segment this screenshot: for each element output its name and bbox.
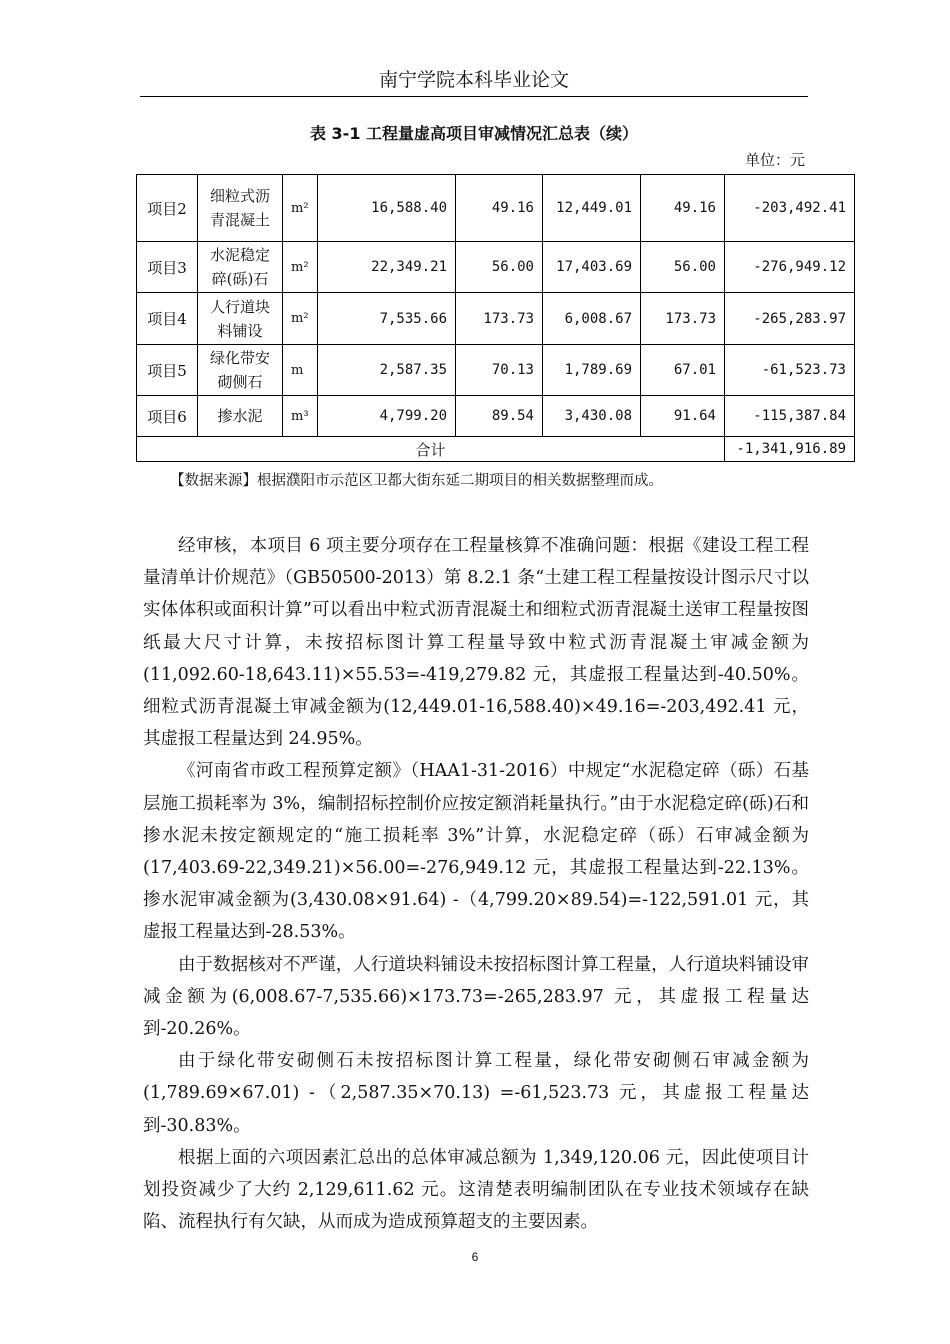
row-name-line: 料铺设: [217, 321, 263, 340]
row-reduction: -203,492.41: [725, 175, 855, 242]
row-qty-audited: 12,449.01: [543, 175, 641, 242]
row-name-line: 人行道块: [209, 297, 270, 316]
row-price-audited: 173.73: [641, 293, 725, 345]
row-name-line: 砌侧石: [217, 373, 263, 391]
page-header: 南宁学院本科毕业论文: [140, 64, 808, 97]
row-unit: m³: [283, 396, 318, 437]
table-row: [137, 345, 855, 396]
row-price-submitted: 49.16: [456, 175, 543, 242]
row-qty-audited: 3,430.08: [543, 396, 641, 437]
row-price-submitted: 70.13: [456, 345, 543, 396]
row-qty-audited: 6,008.67: [543, 293, 641, 345]
row-name-line: 碎(砾)石: [211, 270, 269, 288]
row-qty-audited: 1,789.69: [543, 345, 641, 396]
row-name: [198, 293, 283, 345]
data-table: [136, 174, 855, 462]
row-unit: m²: [283, 175, 318, 242]
paragraph: 《河南省市政工程预算定额》（HAA1-31-2016）中规定“水泥稳定碎（砾）石基层施工损耗率为 3%，编制招标控制价应按定额消耗量执行。”由于水泥稳定碎(砾)石和掺水泥未按定额规定的“施工损耗率 3%”计算，水泥稳定碎（砾）石审减金额为(17,403.69-22,349.21)×56.00=-276,949.12 元，其虚报工程量达到-22.13%。掺水泥审减金额为(3,430.08×91.64) -（4,799.20×89.54)=-122,591.01 元，其虚报工程量达到-28.53%。: [143, 761, 809, 943]
row-name-line: 掺水泥: [217, 407, 263, 425]
row-name-line: 青混凝土: [209, 211, 270, 229]
row-reduction: -265,283.97: [725, 293, 855, 345]
row-unit: m: [283, 345, 318, 396]
row-price-submitted: 89.54: [456, 396, 543, 437]
paragraph: 由于绿化带安砌侧石未按招标图计算工程量，绿化带安砌侧石审减金额为(1,789.69×67.01) -（2,587.35×70.13) =-61,523.73 元，其虚报工程量达到-30.83%。: [143, 1051, 809, 1136]
row-reduction: -115,387.84: [725, 396, 855, 437]
table-title: 表 3-1 工程量虚高项目审减情况汇总表（续）: [309, 124, 639, 143]
row-qty-audited: 17,403.69: [543, 242, 641, 293]
paragraph: 根据上面的六项因素汇总出的总体审减总额为 1,349,120.06 元，因此使项目计划投资减少了大约 2,129,611.62 元。这清楚表明编制团队在专业技术领域存在缺陷、流程执行有欠缺，从而成为造成预算超支的主要因素。: [143, 1147, 809, 1233]
row-reduction: -276,949.12: [725, 242, 855, 293]
page-number: 6: [471, 1250, 479, 1264]
paragraph: 经审核，本项目 6 项主要分项存在工程量核算不准确问题：根据《建设工程工程量清单计价规范》（GB50500-2013）第 8.2.1 条“土建工程工程量按设计图示尺寸以实体体积或面积计算”可以看出中粒式沥青混凝土和细粒式沥青混凝土送审工程量按图纸最大尺寸计算，未按招标图计算工程量导致中粒式沥青混凝土审减金额为(11,092.60-18,643.11)×55.53=-419,279.82 元，其虚报工程量达到-40.50%。细粒式沥青混凝土审减金额为(12,449.01-16,588.40)×49.16=-203,492.41 元，其虚报工程量达到 24.95%。: [143, 536, 809, 750]
table-row: [137, 175, 855, 242]
row-price-audited: 56.00: [641, 242, 725, 293]
row-name-line: 绿化带安: [209, 349, 270, 367]
row-id: 项目3: [137, 242, 198, 293]
row-id: 项目6: [137, 396, 198, 437]
paragraph: 由于数据核对不严谨，人行道块料铺设未按招标图计算工程量，人行道块料铺设审减金额为(6,008.67-7,535.66)×173.73=-265,283.97 元，其虚报工程量达到-20.26%。: [143, 954, 809, 1040]
row-unit: m²: [283, 293, 318, 345]
row-qty-submitted: 4,799.20: [318, 396, 456, 437]
row-price-submitted: 173.73: [456, 293, 543, 345]
body-text: [143, 530, 809, 1238]
row-name: [198, 175, 283, 242]
row-price-submitted: 56.00: [456, 242, 543, 293]
source-note: 【数据来源】根据濮阳市示范区卫都大街东延二期项目的相关数据整理而成。: [170, 473, 663, 489]
row-reduction: -61,523.73: [725, 345, 855, 396]
total-value: -1,341,916.89: [725, 437, 855, 462]
row-qty-submitted: 7,535.66: [318, 293, 456, 345]
row-qty-submitted: 22,349.21: [318, 242, 456, 293]
row-price-audited: 67.01: [641, 345, 725, 396]
row-id: 项目2: [137, 175, 198, 242]
unit-label: 单位：元: [744, 151, 805, 169]
row-id: 项目5: [137, 345, 198, 396]
row-name-line: 水泥稳定: [209, 246, 270, 264]
row-id: 项目4: [137, 293, 198, 345]
total-row: [137, 437, 855, 462]
row-qty-submitted: 16,588.40: [318, 175, 456, 242]
row-qty-submitted: 2,587.35: [318, 345, 456, 396]
row-unit: m²: [283, 242, 318, 293]
row-name: [198, 345, 283, 396]
total-label: 合计: [137, 437, 725, 462]
table-row: [137, 396, 855, 437]
row-price-audited: 49.16: [641, 175, 725, 242]
row-price-audited: 91.64: [641, 396, 725, 437]
table-row: [137, 293, 855, 345]
row-name: [198, 396, 283, 437]
row-name: [198, 242, 283, 293]
row-name-line: 细粒式沥: [209, 187, 270, 205]
table-row: [137, 242, 855, 293]
